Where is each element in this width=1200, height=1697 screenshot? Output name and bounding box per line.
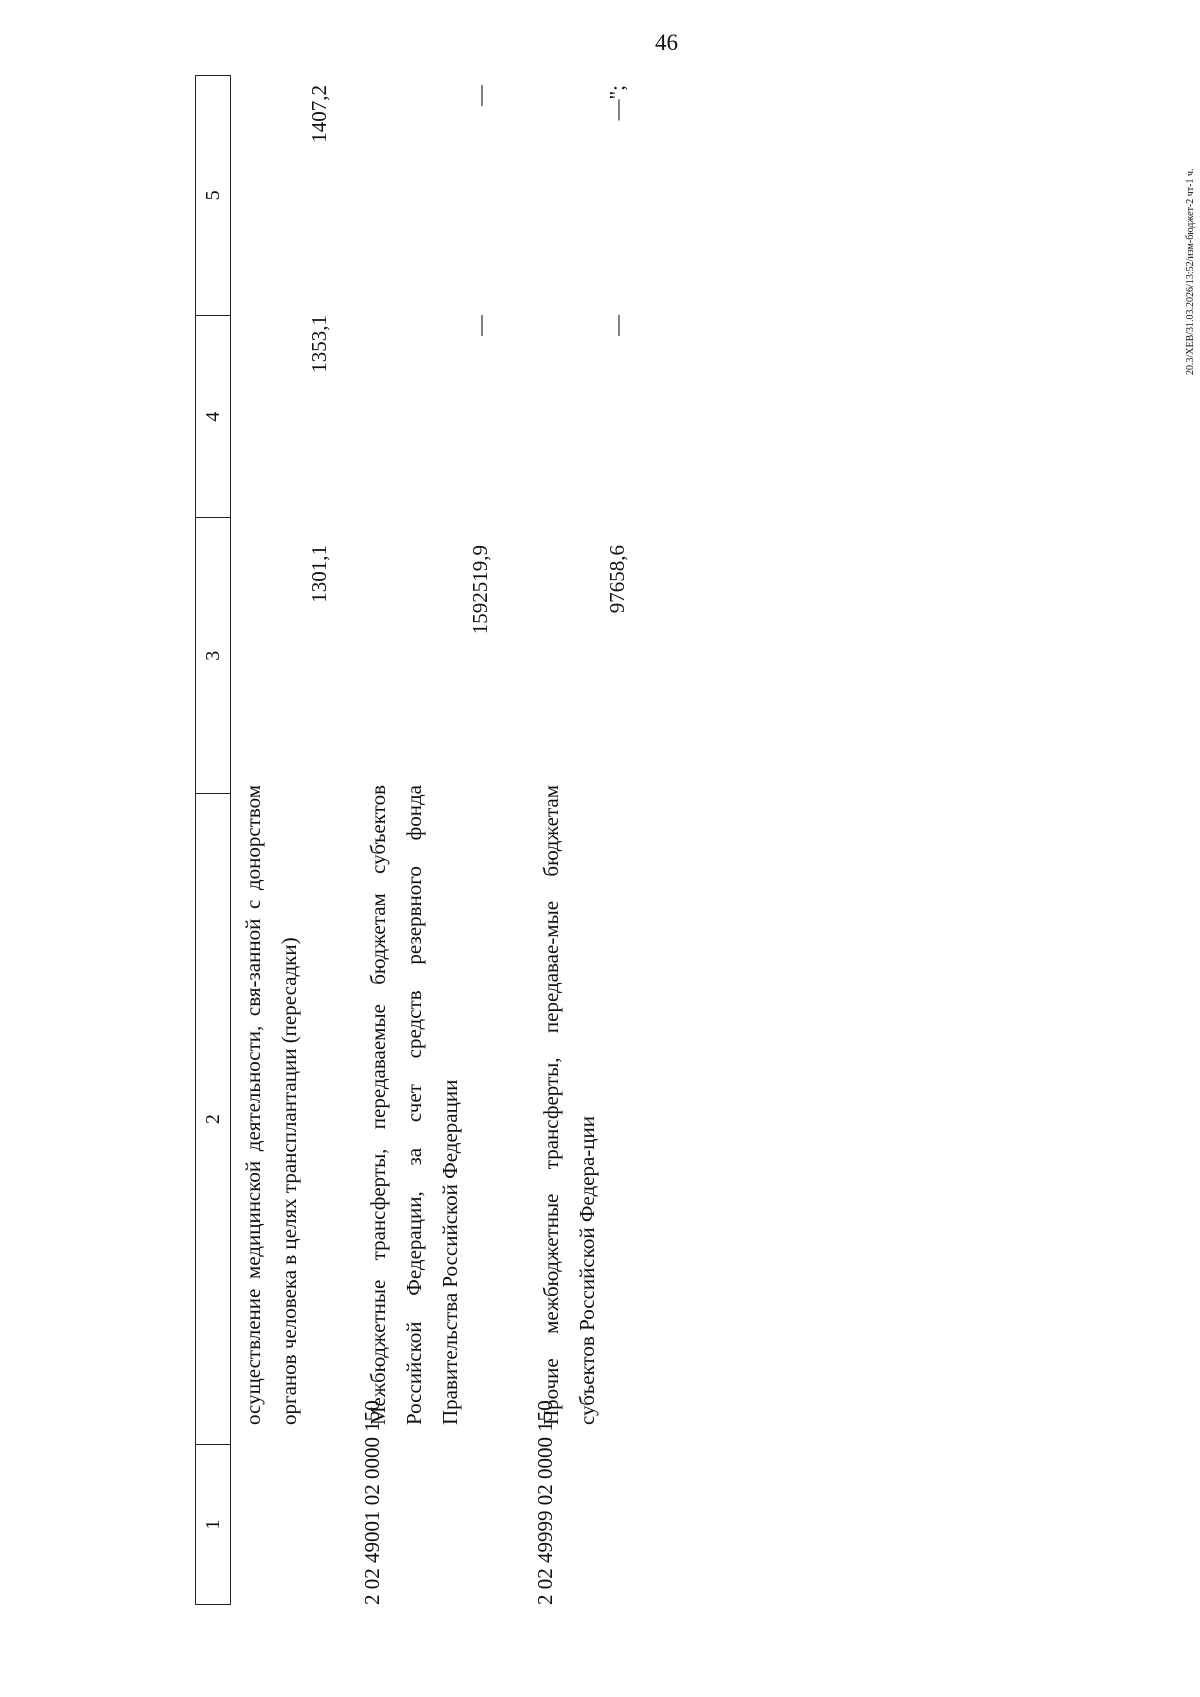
page-number: 46 bbox=[655, 30, 678, 55]
rotated-table bbox=[195, 75, 755, 1605]
row-value-col3: 1592519,9 bbox=[468, 545, 492, 635]
row-value-col5: —"; bbox=[605, 85, 629, 121]
row-description: Межбюджетные трансферты, передаваемые бюджетам субъектов Российской Федерации, за счет средств резервного фонда Правительства Российской Федерации bbox=[366, 785, 462, 1425]
document-footer-code: 20.3/ХЕВ/31.03.2026/13:52/изм-бюджет-2 чт-1 ч. bbox=[1185, 168, 1196, 375]
header-col-3: 3 bbox=[196, 517, 230, 793]
row-code: 2 02 49999 02 0000 150 bbox=[533, 1400, 557, 1605]
header-col-1: 1 bbox=[196, 1444, 230, 1604]
table-header-row bbox=[195, 75, 231, 1605]
header-col-5: 5 bbox=[201, 190, 224, 201]
row-description: Прочие межбюджетные трансферты, передавае-мые бюджетам субъектов Российской Федера-ции bbox=[539, 785, 599, 1425]
header-col-2: 2 bbox=[196, 793, 230, 1444]
header-col-4: 4 bbox=[196, 315, 230, 518]
row-code: 2 02 49001 02 0000 150 bbox=[360, 1400, 384, 1605]
row-value-col5: — bbox=[468, 85, 492, 106]
row-description: осуществление медицинской деятельности, свя-занной с донорством органов человека в целях трансплантации (пересадки) bbox=[241, 785, 301, 1425]
row-value-col4: — bbox=[468, 315, 492, 336]
row-value-col4: 1353,1 bbox=[307, 315, 331, 373]
row-value-col5: 1407,2 bbox=[307, 85, 331, 143]
row-value-col3: 97658,6 bbox=[605, 545, 629, 614]
row-value-col4: — bbox=[605, 315, 629, 336]
row-value-col3: 1301,1 bbox=[307, 545, 331, 603]
